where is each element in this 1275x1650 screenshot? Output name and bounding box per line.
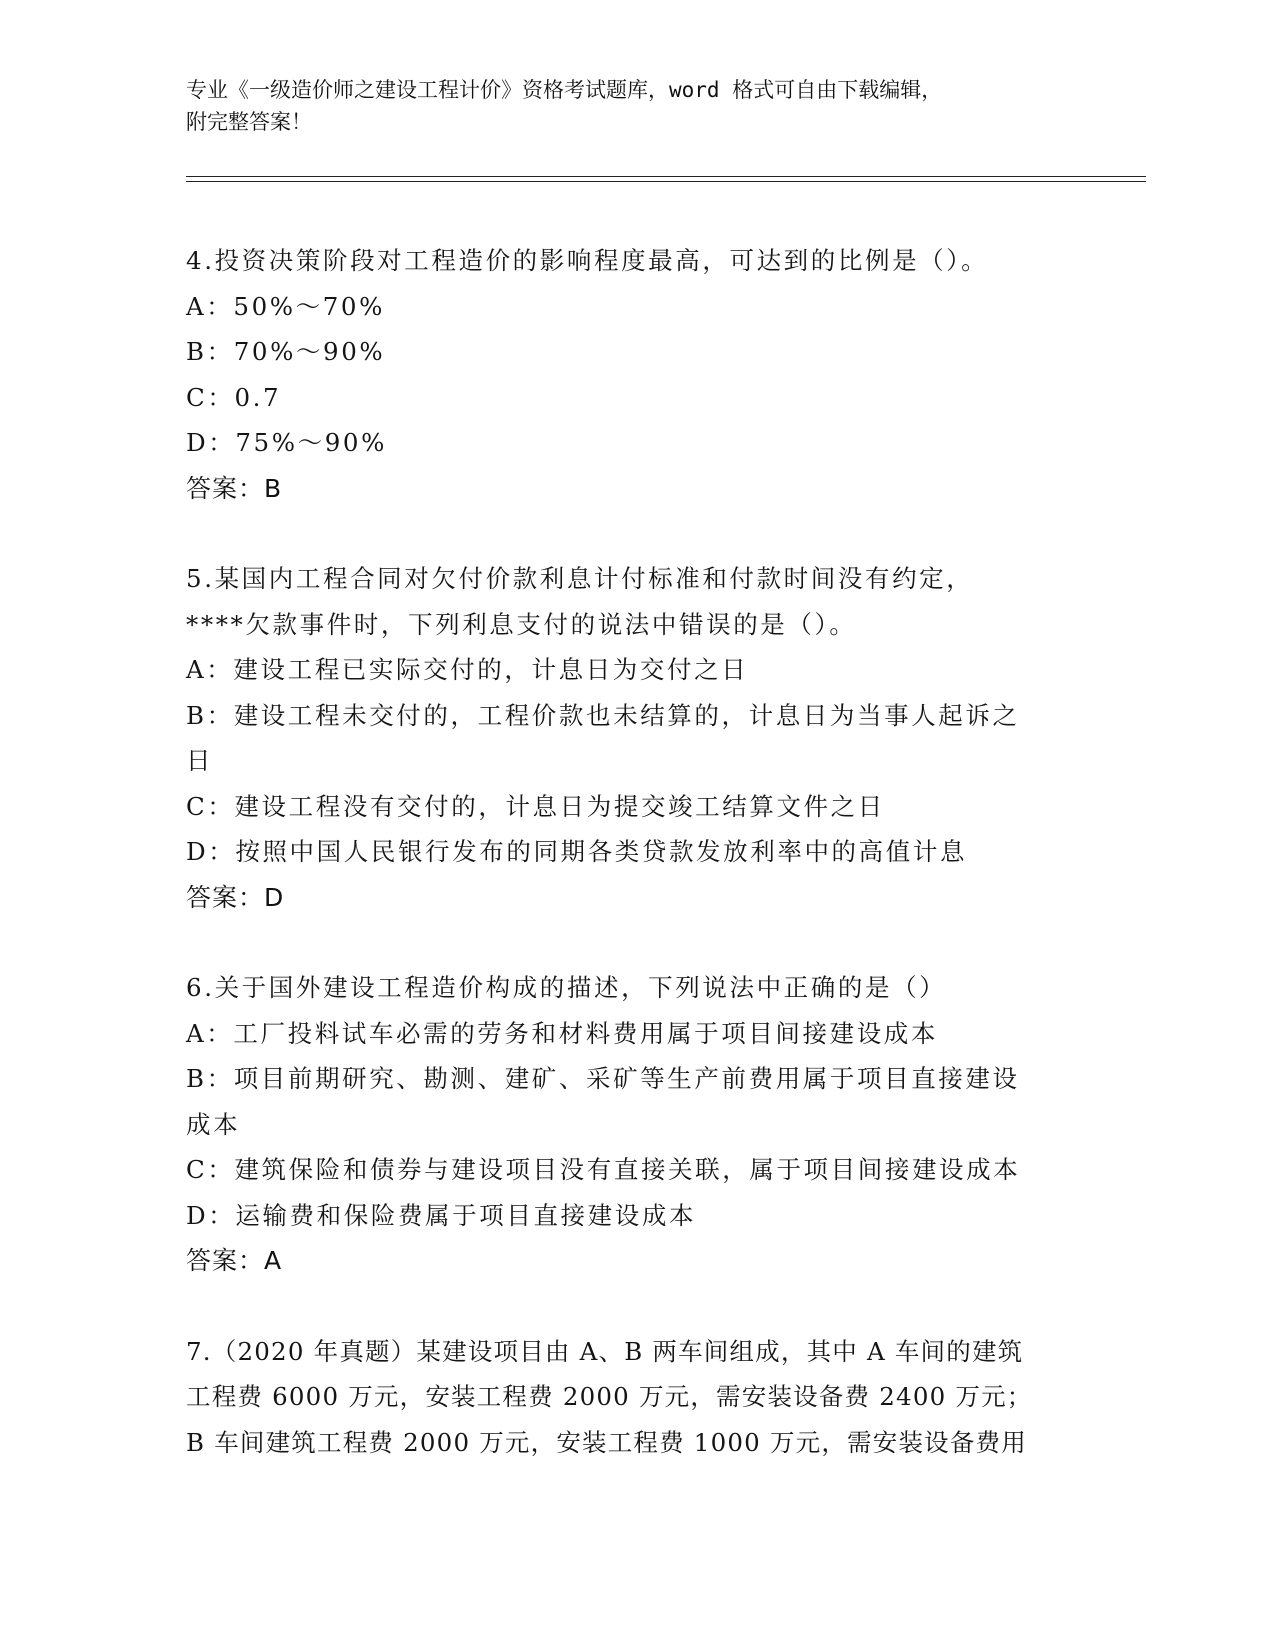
option-b: B：建设工程未交付的，工程价款也未结算的，计息日为当事人起诉之 (186, 700, 1020, 730)
option-d: D：运输费和保险费属于项目直接建设成本 (186, 1200, 697, 1230)
option-c: C：建筑保险和债券与建设项目没有直接关联，属于项目间接建设成本 (186, 1155, 1021, 1184)
question-spacer (186, 1284, 1086, 1329)
question-stem-continued: B 车间建筑工程费 2000 万元，安装工程费 1000 万元，需安装设备费用 (186, 1427, 1027, 1457)
question-spacer (186, 920, 1086, 965)
option-b: B：70%～90% (186, 337, 386, 366)
option-d: D：75%～90% (186, 428, 387, 457)
question-7 (186, 1329, 1086, 1466)
option-b-continued: 日 (186, 746, 214, 775)
question-stem-continued: 工程费 6000 万元，安装工程费 2000 万元，需安装设备费 2400 万元； (186, 1382, 1033, 1411)
header-line-1: 专业《一级造价师之建设工程计价》资格考试题库，word 格式可自由下载编辑， (186, 78, 943, 102)
question-stem: 7.（2020 年真题）某建设项目由 A、B 两车间组成，其中 A 车间的建筑 (186, 1336, 1024, 1366)
option-d: D：按照中国人民银行发布的同期各类贷款发放利率中的高值计息 (186, 837, 968, 866)
option-c: C：0.7 (186, 382, 282, 412)
option-c: C：建设工程没有交付的，计息日为提交竣工结算文件之日 (186, 791, 885, 821)
question-stem: 4.投资决策阶段对工程造价的影响程度最高，可达到的比例是（）。 (186, 246, 989, 275)
header-divider-bottom (186, 181, 1146, 182)
option-b: B：项目前期研究、勘测、建矿、采矿等生产前费用属于项目直接建设 (186, 1064, 1020, 1093)
question-5 (186, 556, 1086, 920)
option-b-continued: 成本 (186, 1109, 241, 1139)
question-list (186, 238, 1086, 1465)
header-line-2: 附完整答案！ (186, 110, 312, 134)
question-4 (186, 238, 1086, 511)
question-stem-continued: ****欠款事件时，下列利息支付的说法中错误的是（）。 (186, 609, 857, 639)
option-a: A：建设工程已实际交付的，计息日为交付之日 (186, 655, 749, 684)
document-header (186, 74, 1086, 138)
question-6 (186, 965, 1086, 1284)
header-divider-top (186, 176, 1146, 177)
question-spacer (186, 511, 1086, 556)
answer-label: 答案：B (186, 473, 283, 503)
option-a: A：工厂投料试车必需的劳务和材料费用属于项目间接建设成本 (186, 1018, 938, 1048)
question-stem: 6.关于国外建设工程造价构成的描述，下列说法中正确的是（） (186, 973, 947, 1002)
answer-label: 答案：A (186, 1246, 283, 1275)
answer-label: 答案：D (186, 882, 285, 912)
option-a: A：50%～70% (186, 291, 386, 321)
question-stem: 5.某国内工程合同对欠付价款利息计付标准和付款时间没有约定， (186, 564, 974, 593)
